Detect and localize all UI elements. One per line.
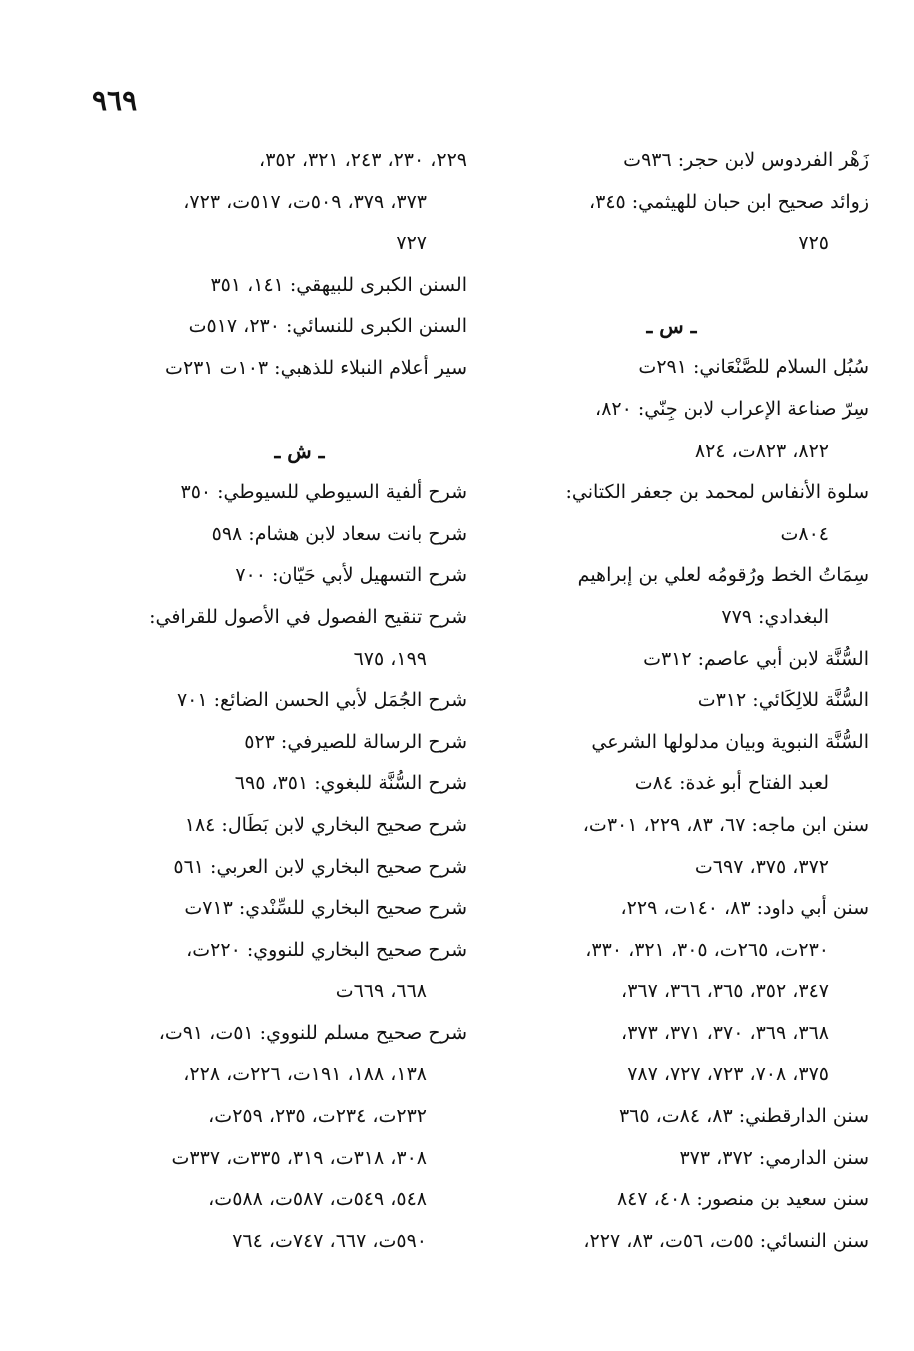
- entry-title-line: سِرّ صناعة الإعراب لابن جِنّي: ٨٢٠،: [595, 397, 869, 420]
- entry-continuation-line: ٧٢٧: [396, 232, 427, 255]
- entry-continuation-line: ٥٤٨، ٥٤٩ت، ٥٨٧ت، ٥٨٨ت،: [208, 1188, 427, 1211]
- entry-continuation-line: ١٣٨، ١٨٨، ١٩١ت، ٢٢٦ت، ٢٢٨،: [183, 1063, 427, 1086]
- entry-title-line: شرح صحيح مسلم للنووي: ٥١ت، ٩١ت،: [158, 1021, 467, 1044]
- entry-title-line: سنن النسائي: ٥٥ت، ٥٦ت، ٨٣، ٢٢٧،: [583, 1229, 869, 1252]
- entry-title-line: شرح تنقيح الفصول في الأصول للقرافي:: [149, 605, 467, 628]
- entry-title-line: السُّنَّة النبوية وبيان مدلولها الشرعي: [591, 730, 869, 753]
- entry-continuation-line: ٨٠٤ت: [780, 522, 829, 545]
- entry-title-line: سنن سعيد بن منصور: ٤٠٨، ٨٤٧: [616, 1188, 869, 1211]
- index-entry: [132, 763, 467, 805]
- entry-continuation-line: لعبد الفتاح أبو غدة: ٨٤ت: [634, 772, 829, 795]
- entry-continuation-line: ٢٣٠ت، ٢٦٥ت، ٣٠٥، ٣٢١، ٣٣٠،: [585, 938, 829, 961]
- entry-continuation-line: ٧٢٥: [798, 232, 829, 255]
- index-entry: [474, 888, 869, 1096]
- entry-continuation-line: ١٩٩، ٦٧٥: [353, 647, 427, 670]
- index-entry: [474, 389, 869, 472]
- index-entry: [474, 347, 869, 389]
- index-entry: [132, 722, 467, 764]
- index-entry: [474, 1221, 869, 1263]
- index-entry: [474, 140, 869, 182]
- entry-continuation-line: ٣٠٨، ٣١٨ت، ٣١٩، ٣٣٥ت، ٣٣٧ت: [171, 1146, 427, 1169]
- entry-title-line: شرح صحيح البخاري للنووي: ٢٢٠ت،: [186, 938, 467, 961]
- entry-title-line: سِمَاتُ الخط ورُقومُه لعلي بن إبراهيم: [577, 564, 869, 587]
- entry-title-line: سُبُل السلام للصَّنْعَاني: ٢٩١ت: [638, 356, 869, 379]
- entry-continuation-line: ٣٧٥، ٧٠٨، ٧٢٣، ٧٢٧، ٧٨٧: [627, 1063, 829, 1086]
- index-column-right: [474, 140, 869, 1262]
- index-entry: [474, 805, 869, 888]
- index-entry: [132, 805, 467, 847]
- entry-title-line: زوائد صحيح ابن حبان للهيثمي: ٣٤٥،: [588, 190, 869, 213]
- index-entry: [474, 722, 869, 805]
- entry-continuation-line: البغدادي: ٧٧٩: [721, 605, 829, 628]
- entry-title-line: سير أعلام النبلاء للذهبي: ١٠٣ت ٢٣١ت: [165, 356, 467, 379]
- section-gap: [132, 390, 467, 431]
- entry-title-line: ٢٢٩، ٢٣٠، ٢٤٣، ٣٢١، ٣٥٢،: [259, 149, 467, 171]
- index-entry: [132, 847, 467, 889]
- section-letter-heading: ـ ش ـ: [274, 438, 325, 463]
- entry-continuation-line: ٣٤٧، ٣٥٢، ٣٦٥، ٣٦٦، ٣٦٧،: [621, 980, 829, 1003]
- entry-title-line: شرح الجُمَل لأبي الحسن الضائع: ٧٠١: [176, 689, 467, 712]
- section-letter-heading: ـ س ـ: [646, 313, 697, 338]
- entry-continuation-line: ٢٣٢ت، ٢٣٤ت، ٢٣٥، ٢٥٩ت،: [208, 1105, 427, 1128]
- index-entry: [132, 888, 467, 930]
- index-entry: [132, 472, 467, 514]
- index-entry: [132, 140, 467, 265]
- index-entry: [474, 1096, 869, 1138]
- entry-title-line: السُّنَّة لابن أبي عاصم: ٣١٢ت: [643, 647, 869, 670]
- entry-title-line: شرح التسهيل لأبي حَيّان: ٧٠٠: [235, 564, 467, 587]
- index-entry: [474, 182, 869, 265]
- entry-continuation-line: ٥٩٠ت، ٦٦٧، ٧٤٧ت، ٧٦٤: [232, 1229, 427, 1252]
- page-number: ٩٦٩: [92, 84, 138, 117]
- index-entry: [474, 472, 869, 555]
- entry-title-line: السنن الكبرى للنسائي: ٢٣٠، ٥١٧ت: [188, 315, 467, 338]
- entry-continuation-line: ٨٢٢، ٨٢٣ت، ٨٢٤: [694, 439, 829, 462]
- index-entry: [474, 680, 869, 722]
- index-entry: [132, 597, 467, 680]
- entry-title-line: زَهْر الفردوس لابن حجر: ٩٣٦ت: [623, 149, 869, 171]
- entry-title-line: سنن الدارمي: ٣٧٢، ٣٧٣: [679, 1146, 869, 1169]
- entry-title-line: شرح الرسالة للصيرفي: ٥٢٣: [244, 730, 467, 753]
- index-entry: [132, 514, 467, 556]
- entry-title-line: السنن الكبرى للبيهقي: ١٤١، ٣٥١: [210, 273, 467, 296]
- entry-title-line: شرح بانت سعاد لابن هشام: ٥٩٨: [211, 522, 467, 545]
- index-entry: [474, 1138, 869, 1180]
- entry-title-line: سنن ابن ماجه: ٦٧، ٨٣، ٢٢٩، ٣٠١ت،: [582, 813, 869, 836]
- index-entry: [132, 1013, 467, 1263]
- index-entry: [132, 680, 467, 722]
- index-entry: [132, 348, 467, 390]
- section-gap: [474, 265, 869, 306]
- entry-continuation-line: ٦٦٨، ٦٦٩ت: [335, 980, 427, 1003]
- index-entry: [132, 930, 467, 1013]
- entry-continuation-line: ٣٧٣، ٣٧٩، ٥٠٩ت، ٥١٧ت، ٧٢٣،: [183, 190, 427, 213]
- entry-continuation-line: ٣٧٢، ٣٧٥، ٦٩٧ت: [694, 855, 829, 878]
- entry-title-line: شرح صحيح البخاري للسِّنْدي: ٧١٣ت: [184, 897, 467, 920]
- entry-title-line: شرح صحيح البخاري لابن العربي: ٥٦١: [173, 855, 467, 878]
- entry-title-line: شرح السُّنَّة للبغوي: ٣٥١، ٦٩٥: [234, 772, 467, 795]
- index-entry: [474, 1179, 869, 1221]
- entry-title-line: شرح صحيح البخاري لابن بَطَال: ١٨٤: [184, 813, 467, 836]
- index-entry: [132, 306, 467, 348]
- entry-title-line: سنن الدارقطني: ٨٣، ٨٤ت، ٣٦٥: [618, 1105, 869, 1128]
- entry-title-line: السُّنَّة للالِكَائي: ٣١٢ت: [697, 689, 869, 712]
- entry-title-line: سنن أبي داود: ٨٣، ١٤٠ت، ٢٢٩،: [620, 897, 869, 920]
- index-entry: [132, 555, 467, 597]
- index-entry: [474, 555, 869, 638]
- index-column-left: [132, 140, 467, 1262]
- index-entry: [132, 265, 467, 307]
- index-entry: [474, 639, 869, 681]
- entry-title-line: شرح ألفية السيوطي للسيوطي: ٣٥٠: [180, 481, 467, 504]
- entry-title-line: سلوة الأنفاس لمحمد بن جعفر الكتاني:: [565, 481, 869, 504]
- entry-continuation-line: ٣٦٨، ٣٦٩، ٣٧٠، ٣٧١، ٣٧٣،: [621, 1021, 829, 1044]
